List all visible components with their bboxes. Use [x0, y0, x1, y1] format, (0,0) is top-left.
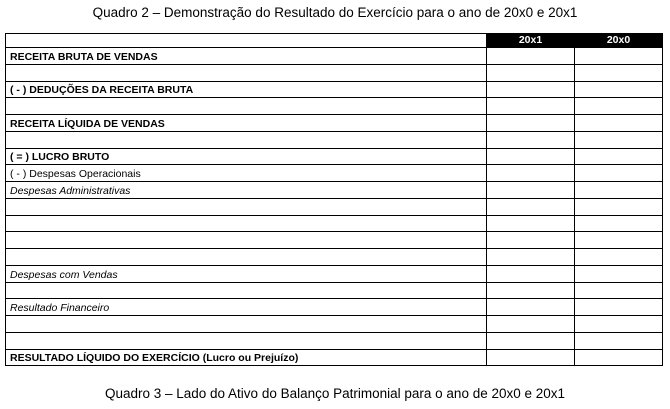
row-label: [6, 64, 487, 81]
table-row: [6, 265, 663, 282]
value-cell-20x0[interactable]: [575, 332, 663, 349]
row-label: [6, 215, 487, 232]
row-label: Despesas Administrativas: [6, 182, 487, 199]
value-cell-20x0[interactable]: [575, 131, 663, 148]
value-cell-20x1[interactable]: [487, 265, 575, 282]
table-row: [6, 316, 663, 333]
value-cell-20x1[interactable]: [487, 98, 575, 115]
table-row: [6, 215, 663, 232]
table-caption-dre: Quadro 2 – Demonstração do Resultado do Exercício para o ano de 20x0 e 20x1: [92, 5, 578, 20]
table-row: [6, 165, 663, 182]
income-statement-table: [5, 33, 663, 366]
table-caption-balance-sheet: Quadro 3 – Lado do Ativo do Balanço Patrimonial para o ano de 20x0 e 20x1: [104, 386, 566, 401]
value-cell-20x0[interactable]: [575, 249, 663, 266]
value-cell-20x1[interactable]: [487, 198, 575, 215]
value-cell-20x0[interactable]: [575, 349, 663, 366]
value-cell-20x1[interactable]: [487, 148, 575, 165]
value-cell-20x1[interactable]: [487, 316, 575, 333]
value-cell-20x0[interactable]: [575, 98, 663, 115]
value-cell-20x1[interactable]: [487, 249, 575, 266]
table-row: [6, 64, 663, 81]
value-cell-20x1[interactable]: [487, 232, 575, 249]
table-row: [6, 198, 663, 215]
header-year-20x1: 20x1: [487, 34, 575, 48]
row-label: ( - ) Despesas Operacionais: [6, 165, 487, 182]
header-row: [6, 34, 663, 48]
row-label: [6, 198, 487, 215]
value-cell-20x1[interactable]: [487, 349, 575, 366]
value-cell-20x0[interactable]: [575, 64, 663, 81]
table-body: [6, 48, 663, 366]
table-row: [6, 81, 663, 98]
value-cell-20x1[interactable]: [487, 115, 575, 132]
table-row: [6, 299, 663, 316]
table-row: [6, 349, 663, 366]
table-row: [6, 148, 663, 165]
value-cell-20x1[interactable]: [487, 299, 575, 316]
table-row: [6, 182, 663, 199]
value-cell-20x0[interactable]: [575, 81, 663, 98]
value-cell-20x1[interactable]: [487, 332, 575, 349]
row-label: [6, 282, 487, 299]
row-label: [6, 249, 487, 266]
row-label: Despesas com Vendas: [6, 265, 487, 282]
header-blank-cell: [6, 34, 487, 48]
value-cell-20x1[interactable]: [487, 165, 575, 182]
value-cell-20x0[interactable]: [575, 232, 663, 249]
table-row: [6, 98, 663, 115]
table-row: [6, 332, 663, 349]
value-cell-20x0[interactable]: [575, 165, 663, 182]
table-row: [6, 48, 663, 65]
header-year-20x0: 20x0: [575, 34, 663, 48]
row-label: RESULTADO LÍQUIDO DO EXERCÍCIO (Lucro ou Prejuízo): [6, 349, 487, 366]
value-cell-20x0[interactable]: [575, 316, 663, 333]
table-row: [6, 249, 663, 266]
value-cell-20x0[interactable]: [575, 299, 663, 316]
value-cell-20x1[interactable]: [487, 48, 575, 65]
value-cell-20x0[interactable]: [575, 282, 663, 299]
value-cell-20x1[interactable]: [487, 64, 575, 81]
table-row: [6, 232, 663, 249]
table-row: [6, 115, 663, 132]
value-cell-20x0[interactable]: [575, 115, 663, 132]
row-label: RECEITA BRUTA DE VENDAS: [6, 48, 487, 65]
row-label: [6, 232, 487, 249]
row-label: RECEITA LÍQUIDA DE VENDAS: [6, 115, 487, 132]
value-cell-20x0[interactable]: [575, 148, 663, 165]
row-label: [6, 98, 487, 115]
value-cell-20x1[interactable]: [487, 282, 575, 299]
value-cell-20x0[interactable]: [575, 48, 663, 65]
row-label: Resultado Financeiro: [6, 299, 487, 316]
row-label: ( = ) LUCRO BRUTO: [6, 148, 487, 165]
row-label: [6, 316, 487, 333]
value-cell-20x1[interactable]: [487, 182, 575, 199]
table-row: [6, 131, 663, 148]
row-label: [6, 131, 487, 148]
row-label: ( - ) DEDUÇÕES DA RECEITA BRUTA: [6, 81, 487, 98]
value-cell-20x0[interactable]: [575, 265, 663, 282]
value-cell-20x1[interactable]: [487, 81, 575, 98]
value-cell-20x0[interactable]: [575, 215, 663, 232]
row-label: [6, 332, 487, 349]
value-cell-20x0[interactable]: [575, 182, 663, 199]
value-cell-20x0[interactable]: [575, 198, 663, 215]
value-cell-20x1[interactable]: [487, 131, 575, 148]
value-cell-20x1[interactable]: [487, 215, 575, 232]
table-row: [6, 282, 663, 299]
